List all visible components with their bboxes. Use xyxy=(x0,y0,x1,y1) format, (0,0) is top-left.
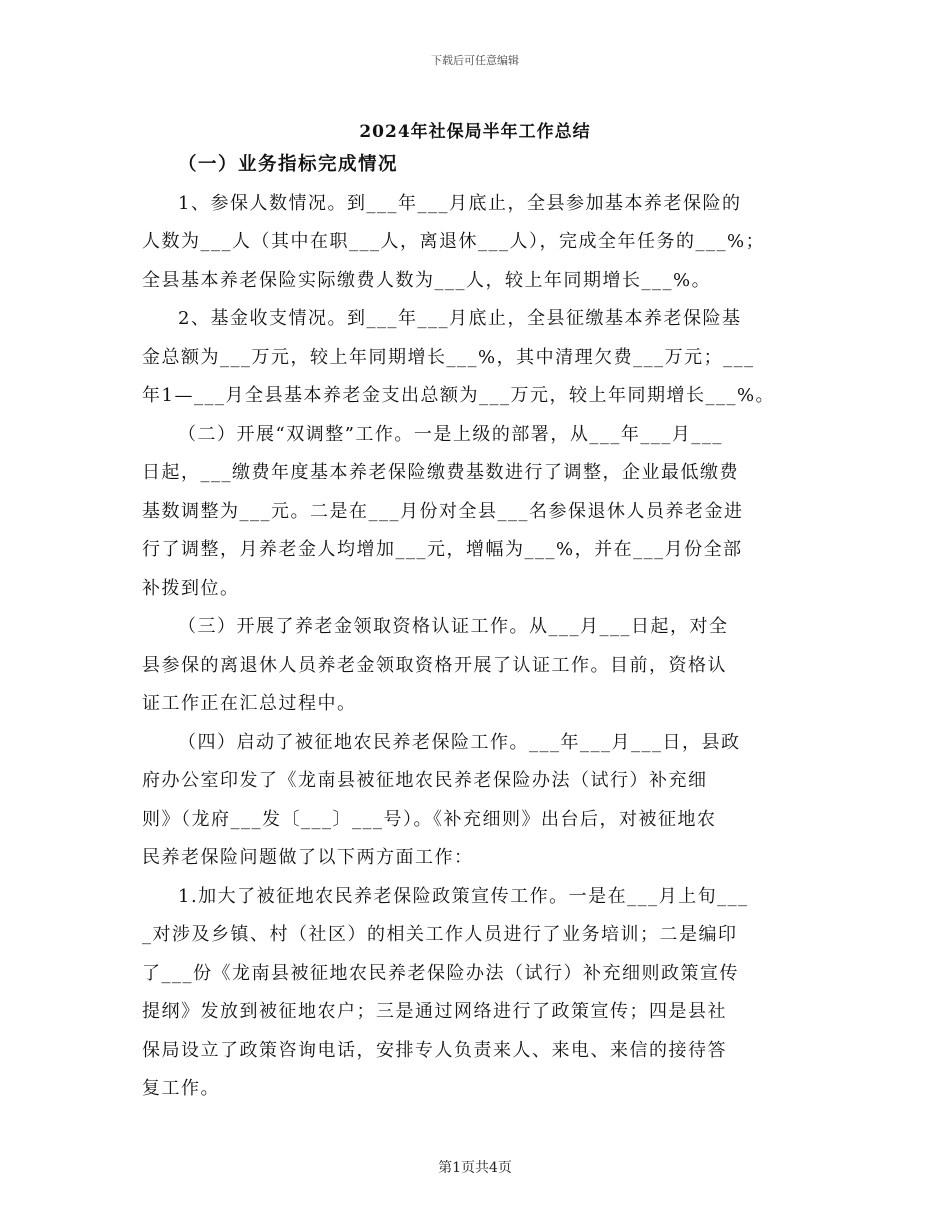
body-line: 民养老保险问题做了以下两方面工作： xyxy=(142,847,474,868)
body-line: 年1—___月全县基本养老金支出总额为___万元，较上年同期增长___%。 xyxy=(142,385,776,406)
body-line: 基数调整为___元。二是在___月份对全县___名参保退休人员养老金进 xyxy=(142,500,744,522)
body-line: 2、基金收支情况。到___年___月底止，全县征缴基本养老保险基 xyxy=(178,308,742,329)
section-heading: （一）业务指标完成情况 xyxy=(178,154,399,175)
body-line: 保局设立了政策咨询电话，安排专人负责来人、来电、来信的接待答 xyxy=(142,1039,727,1061)
page-number-footer: 第1页共4页 xyxy=(438,1160,512,1176)
body-line: 证工作正在汇总过程中。 xyxy=(142,693,357,714)
body-line: 了___份《龙南县被征地农民养老保险办法（试行）补充细则政策宣传 xyxy=(142,962,739,984)
body-line: 行了调整，月养老金人均增加___元，增幅为___%，并在___月份全部 xyxy=(142,539,743,560)
page-header-note: 下载后可任意编辑 xyxy=(431,54,519,67)
body-line: 金总额为___万元，较上年同期增长___%，其中清理欠费___万元；___ xyxy=(142,346,755,368)
document-body xyxy=(142,146,822,1109)
body-line: 补拨到位。 xyxy=(142,577,240,599)
body-line: 1.加大了被征地农民养老保险政策宣传工作。一是在___月上旬___ xyxy=(178,885,749,907)
body-line: 全县基本养老保险实际缴费人数为___人，较上年同期增长___%。 xyxy=(142,269,712,291)
body-line: （四）启动了被征地农民养老保险工作。___年___月___日，县政 xyxy=(178,731,741,753)
document-title: 2024年社保局半年工作总结 xyxy=(359,122,591,142)
body-line: _对涉及乡镇、村（社区）的相关工作人员进行了业务培训；二是编印 xyxy=(142,924,738,945)
body-line: 府办公室印发了《龙南县被征地农民养老保险办法（试行）补充细 xyxy=(142,770,708,791)
body-line: 则》（龙府___发〔___〕___号）。《补充细则》出台后，对被征地农 xyxy=(142,808,717,830)
body-line: 人数为___人（其中在职___人，离退休___人），完成全年任务的___%； xyxy=(142,231,766,252)
body-line: 日起，___缴费年度基本养老保险缴费基数进行了调整，企业最低缴费 xyxy=(142,462,739,483)
body-line: （三）开展了养老金领取资格认证工作。从___月___日起，对全 xyxy=(178,616,729,637)
body-line: 复工作。 xyxy=(142,1078,220,1099)
body-line: 提纲》发放到被征地农户；三是通过网络进行了政策宣传；四是县社 xyxy=(142,1001,727,1022)
body-line: 县参保的离退休人员养老金领取资格开展了认证工作。目前，资格认 xyxy=(142,654,727,676)
body-line: 1、参保人数情况。到___年___月底止，全县参加基本养老保险的 xyxy=(178,192,742,214)
body-line: （二）开展“双调整”工作。一是上级的部署，从___年___月___ xyxy=(178,423,723,445)
